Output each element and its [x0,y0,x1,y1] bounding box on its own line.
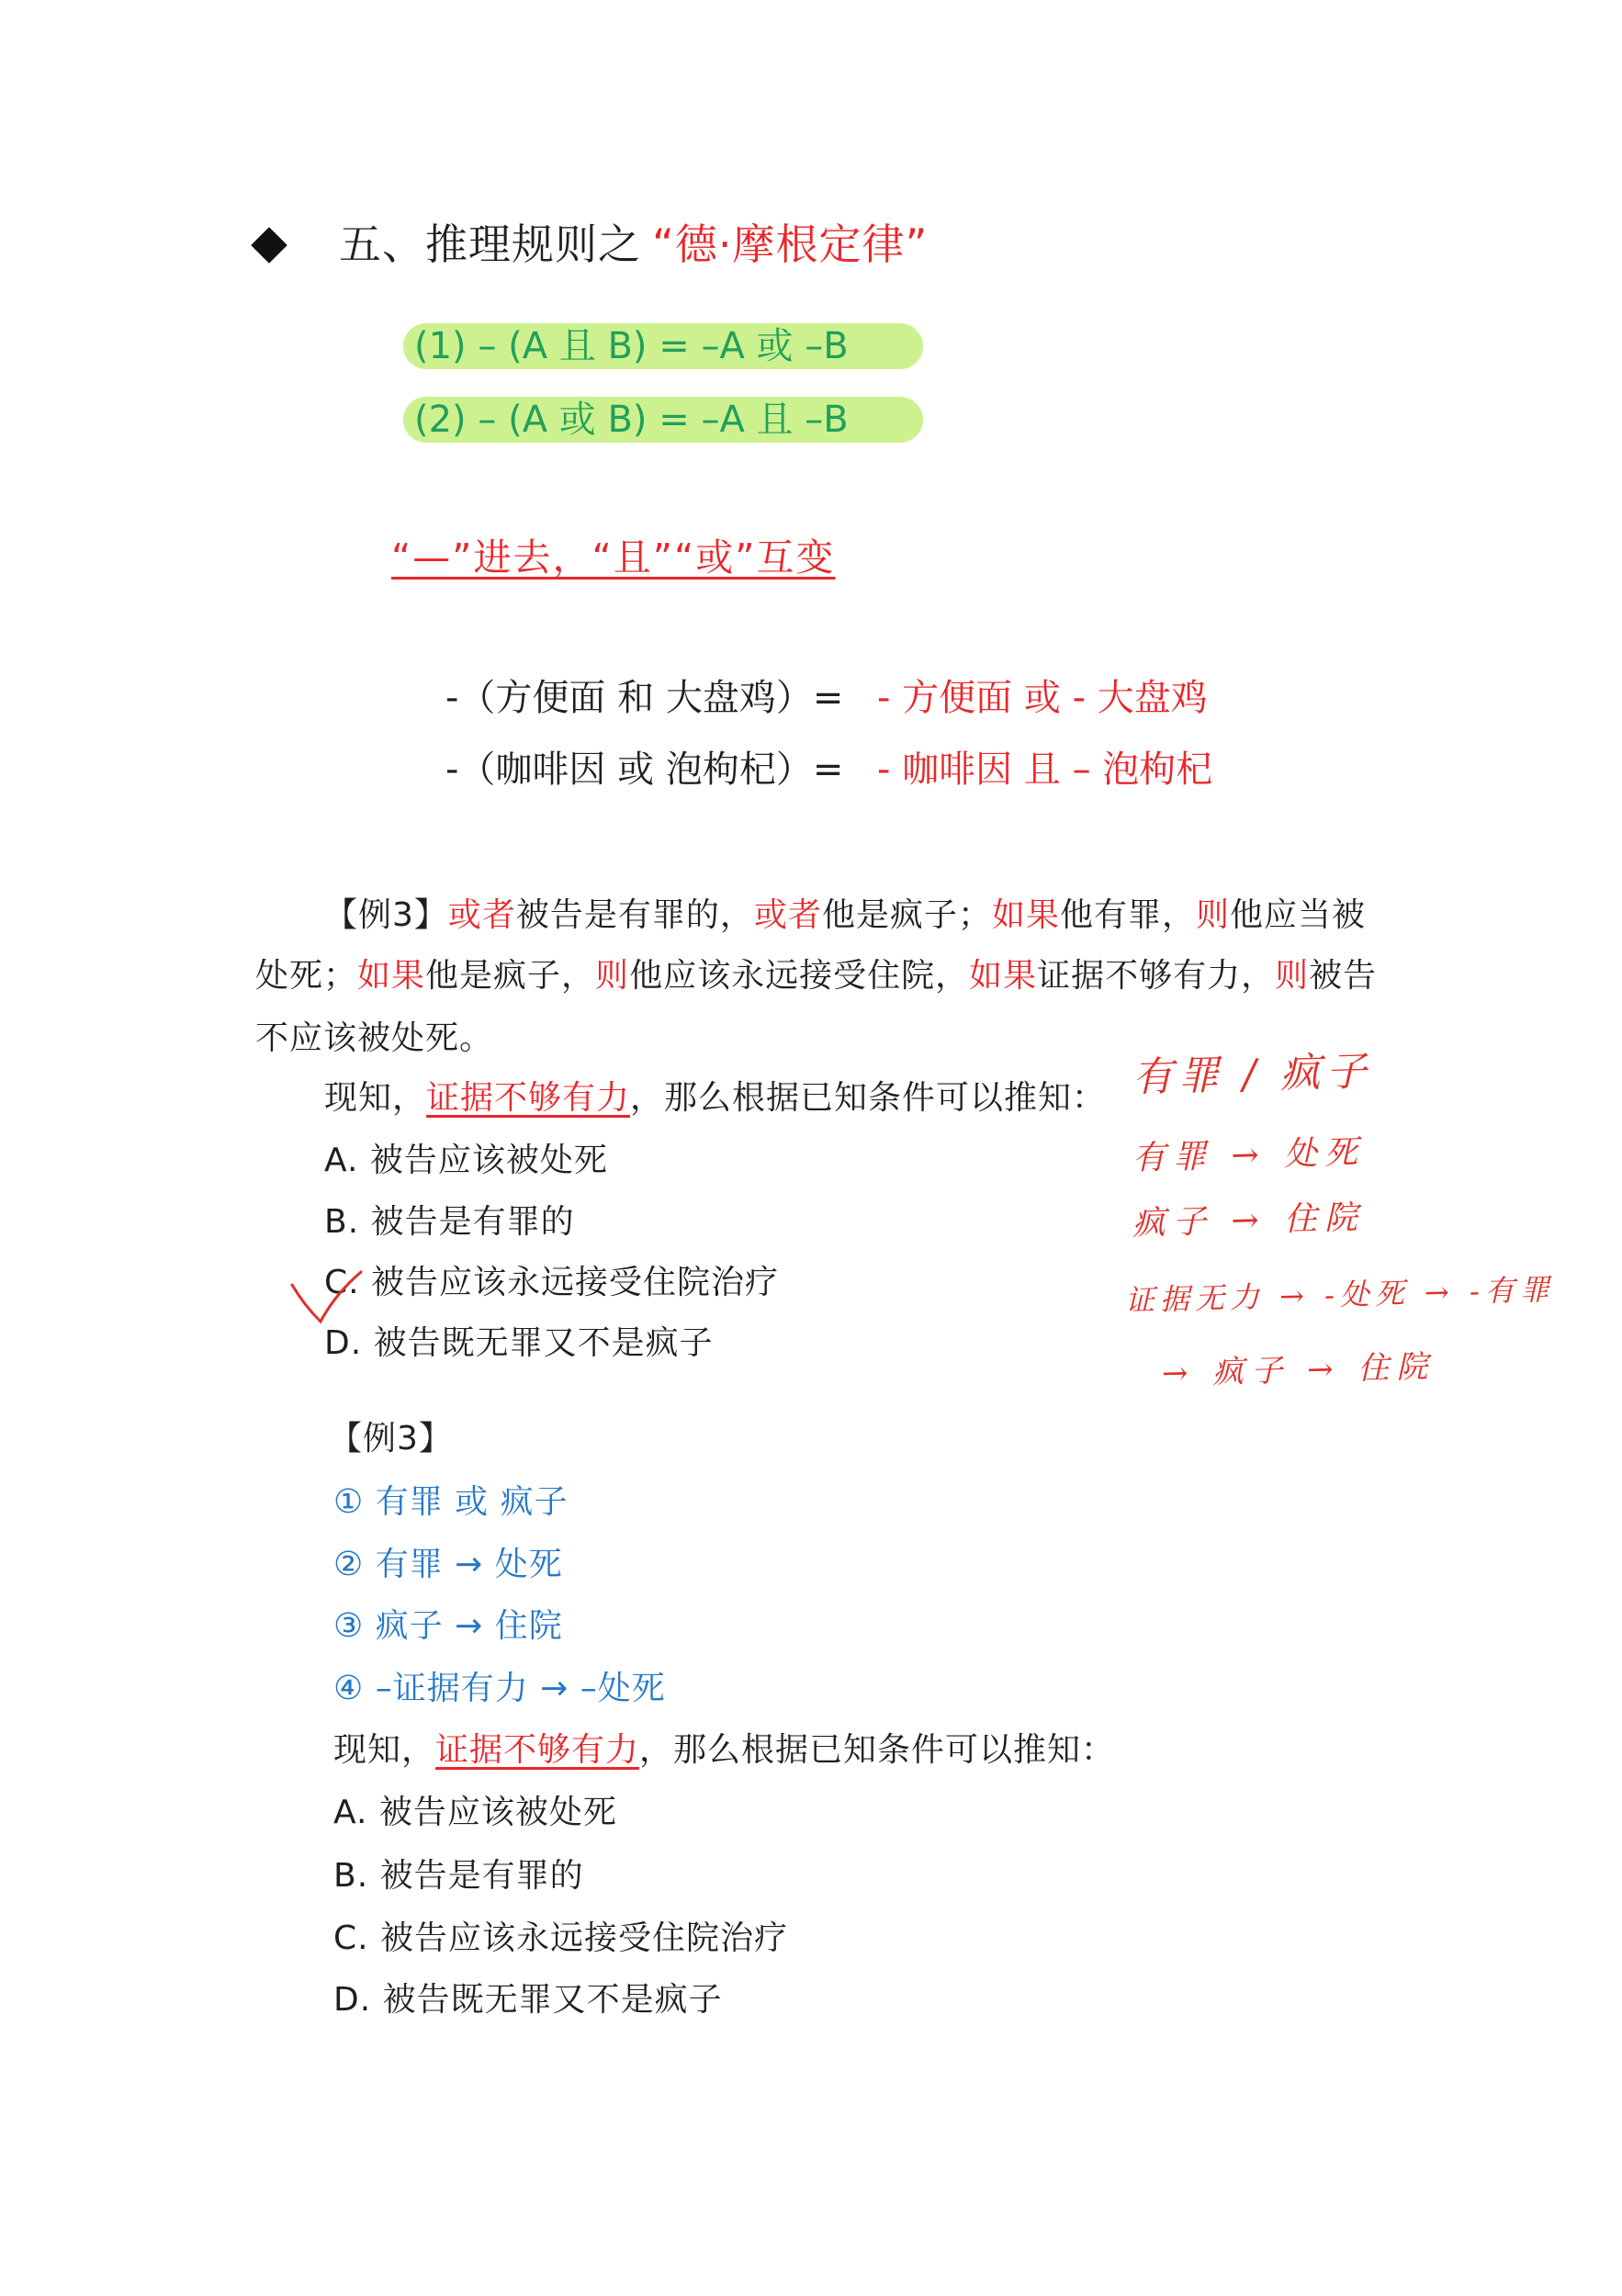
analogy-row-1 [0,676,1622,720]
formula-2: (2) – (A 或 B) = –A 且 –B [414,399,849,441]
handwritten-note: 有罪 / 疯子 [1132,1048,1373,1101]
handwritten-note: 有罪 → 处死 [1132,1133,1366,1177]
text-segment: ，那么根据已知条件可以推知： [630,1079,1107,1117]
premise-2: ② 有罪 → 处死 [333,1546,563,1583]
analysis-option-b: B. 被告是有罪的 [333,1857,584,1895]
example-paragraph-line-2 [255,956,1377,996]
analogy-result: - 咖啡因 且 – 泡枸杞 [877,748,1213,791]
option-text: B. 被告是有罪的 [324,1203,575,1241]
analysis-option-c: C. 被告应该永远接受住院治疗 [333,1919,789,1957]
analysis-label: 【例3】 [329,1420,453,1458]
example-option-a [324,1141,608,1180]
handwritten-note: → 疯子 → 住院 [1161,1348,1436,1392]
diamond-bullet-icon [251,227,287,264]
text-segment: 现知， [324,1079,427,1117]
example-question [324,1078,1106,1118]
analysis-option-a: A. 被告应该被处死 [333,1794,617,1831]
text-segment: 【例3】 [324,896,448,934]
analogy-expression: -（咖啡因 或 泡枸杞）= [445,748,844,791]
formula-highlight-1 [403,323,923,369]
emphasis-condition: 证据不够有力 [435,1731,640,1769]
text-segment: 他是疯子， [425,957,596,995]
text-segment: 他应该永远接受住院， [629,957,970,995]
text-segment: 被告 [1309,957,1378,995]
option-text: A. 被告应该被处死 [324,1142,608,1179]
option-text: D. 被告既无罪又不是疯子 [324,1324,714,1362]
example-option-c [324,1263,779,1302]
text-segment: 他应当被 [1230,896,1367,934]
example-paragraph-line-1 [324,895,1366,935]
text-segment: 证据不够有力， [1037,957,1276,995]
handwritten-note: 证据无力 → -处死 → -有罪 [1124,1271,1556,1318]
handwritten-note: 疯子 → 住院 [1132,1199,1366,1243]
analysis-question [333,1730,1115,1770]
emphasis-keyword: 如果 [991,896,1060,934]
emphasis-keyword: 如果 [357,957,426,995]
text-segment: 他是疯子； [821,896,992,934]
text-segment: 他有罪， [1059,896,1196,934]
text-segment: 处死； [255,957,358,995]
formula-1: (1) – (A 且 B) = –A 或 –B [414,325,849,367]
emphasis-condition: 证据不够有力 [426,1079,631,1117]
emphasis-keyword: 如果 [969,957,1038,995]
text-segment: 不应该被处死。 [255,1019,494,1057]
section-heading [339,219,928,270]
emphasis-keyword: 或者 [753,896,822,934]
text-segment: 现知， [333,1731,436,1769]
example-option-b [324,1202,575,1242]
text-segment: 被告是有罪的， [515,896,754,934]
heading-title: “德·摩根定律” [652,219,929,269]
example-option-d [324,1323,714,1363]
emphasis-keyword: 或者 [447,896,516,934]
analogy-expression: -（方便面 和 大盘鸡）= [445,677,844,719]
premise-3: ③ 疯子 → 住院 [333,1607,563,1645]
analogy-result: - 方便面 或 - 大盘鸡 [877,677,1208,719]
option-text: C. 被告应该永远接受住院治疗 [324,1264,780,1301]
check-mark-icon [287,1263,370,1329]
premise-4: ④ –证据有力 → –处死 [333,1670,666,1707]
emphasis-keyword: 则 [1275,957,1310,995]
premise-1: ① 有罪 或 疯子 [333,1483,569,1521]
text-segment: ，那么根据已知条件可以推知： [639,1731,1116,1769]
formula-highlight-2 [403,397,923,443]
emphasis-keyword: 则 [595,957,630,995]
example-paragraph-line-3 [255,1019,493,1058]
heading-prefix: 五、推理规则之 [339,219,641,269]
analogy-row-2 [0,748,1622,792]
mnemonic-rule: “—”进去，“且”“或”互变 [391,535,836,580]
emphasis-keyword: 则 [1196,896,1231,934]
analysis-option-d: D. 被告既无罪又不是疯子 [333,1981,723,2019]
